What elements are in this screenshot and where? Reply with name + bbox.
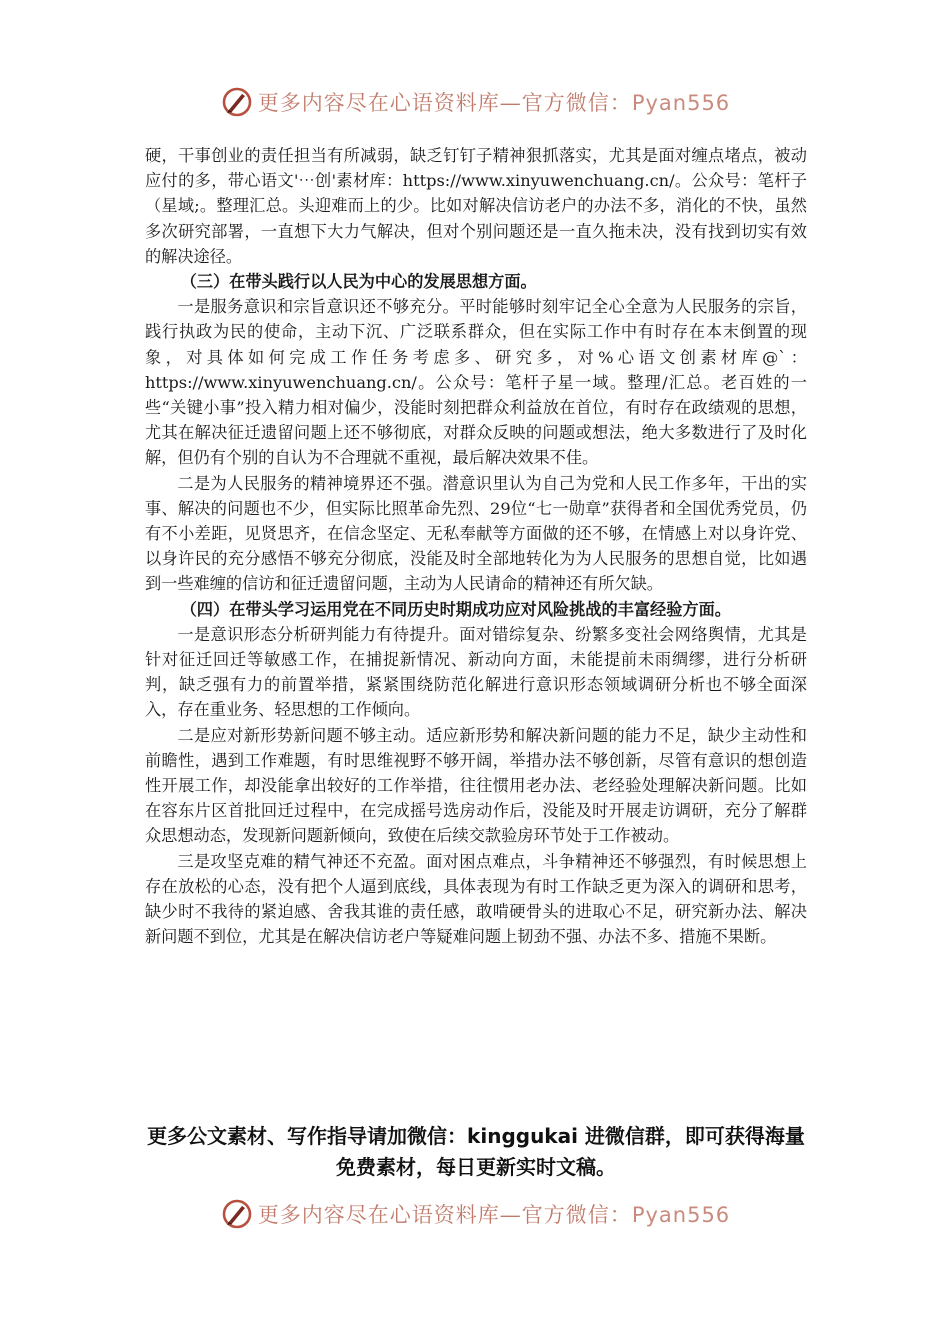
brush-logo-icon [220,1197,254,1231]
paragraph: 一是意识形态分析研判能力有待提升。面对错综复杂、纷繁多变社会网络舆情，尤其是针对征迁回迁等敏感工作，在捕捉新情况、新动向方面，未能提前未雨绸缪，进行分析研判，缺乏强有力的前置举措，紧紧围绕防范化解进行意识形态领域调研分析也不够全面深入，存在重业务、轻思想的工作倾向。 [145,624,807,720]
paragraph: 三是攻坚克难的精气神还不充盈。面对困点难点，斗争精神还不够强烈，有时候思想上存在放松的心态，没有把个人逼到底线，具体表现为有时工作缺乏更为深入的调研和思考，缺少时不我待的紧迫感、舍我其谁的责任感，敢啃硬骨头的进取心不足，研究新办法、解决新问题不到位，尤其是在解决信访老户等疑难问题上韧劲不强、办法不多、措施不果断。 [145,851,807,947]
paragraph: 一是服务意识和宗旨意识还不够充分。平时能够时刻牢记全心全意为人民服务的宗旨，践行执政为民的使命，主动下沉、广泛联系群众，但在实际工作中有时存在本末倒置的现象，对具体如何完成工作任务考虑多、研究多，对%心语文创素材库@`：https://www.xinyuwenchuang.cn/。公众号：笔杆子星一域。整理/汇总。老百姓的一些“关键小事”投入精力相对偏少，没能时刻把群众利益放在首位，有时存在政绩观的思想，尤其在解决征迁遗留问题上还不够彻底，对群众反映的问题或想法，绝大多数进行了及时化解，但仍有个别的自认为不合理就不重视，最后解决效果不佳。 [145,297,807,468]
footer-wechat-id: Pyan556 [631,1203,731,1227]
paragraph: 二是为人民服务的精神境界还不强。潜意识里认为自己为党和人民工作多年，干出的实事、解决的问题也不少，但实际比照革命先烈、29位“七一勋章”获得者和全国优秀党员，仍有不小差距，见贤思齐，在信念坚定、无私奉献等方面做的还不够，在情感上对以身许党、以身许民的充分感悟不够充分彻底，没能及时全部地转化为为人民服务的思想自觉，比如遇到一些难缠的信访和征迁遗留问题，主动为人民请命的精神还有所欠缺。 [145,473,807,594]
section-heading-4: （四）在带头学习运用党在不同历史时期成功应对风险挑战的丰富经验方面。 [180,599,731,619]
header-banner-text: 更多内容尽在心语资料库—官方微信：Pyan556 [257,91,731,115]
promo-notice: 更多公文素材、写作指导请加微信：kinggukai 进微信群，即可获得海量免费素材，每日更新实时文稿。 [147,1124,805,1179]
footer-banner-text: 更多内容尽在心语资料库—官方微信：Pyan556 [257,1203,731,1227]
header-banner [0,82,950,122]
header-wechat-id: Pyan556 [631,91,731,115]
footer-banner [0,1194,950,1234]
paragraph: 二是应对新形势新问题不够主动。适应新形势和解决新问题的能力不足，缺少主动性和前瞻性，遇到工作难题，有时思维视野不够开阔，举措办法不够创新，尽管有意识的想创造性开展工作，却没能拿出较好的工作举措，往往惯用老办法、老经验处理解决新问题。比如在容东片区首批回迁过程中，在完成摇号选房动作后，没能及时开展走访调研，充分了解群众思想动态，发现新问题新倾向，致使在后续交款验房环节处于工作被动。 [145,725,807,846]
brush-logo-icon [220,85,254,119]
paragraph-continuation: 硬，干事创业的责任担当有所减弱，缺乏钉钉子精神狠抓落实，尤其是面对缠点堵点，被动应付的多，带心语文'⋯创'素材库：https://www.xinyuwenchuang.cn/。公众号：笔杆子（星域;。整理汇总。头迎难而上的少。比如对解决信访老户的办法不多，消化的不快，虽然多次研究部署，一直想下大力气解决，但对个别问题还是一直久拖未决，没有找到切实有效的解决途径。 [145,146,807,266]
section-heading-3: （三）在带头践行以人民为中心的发展思想方面。 [180,272,537,292]
document-body [145,143,807,950]
